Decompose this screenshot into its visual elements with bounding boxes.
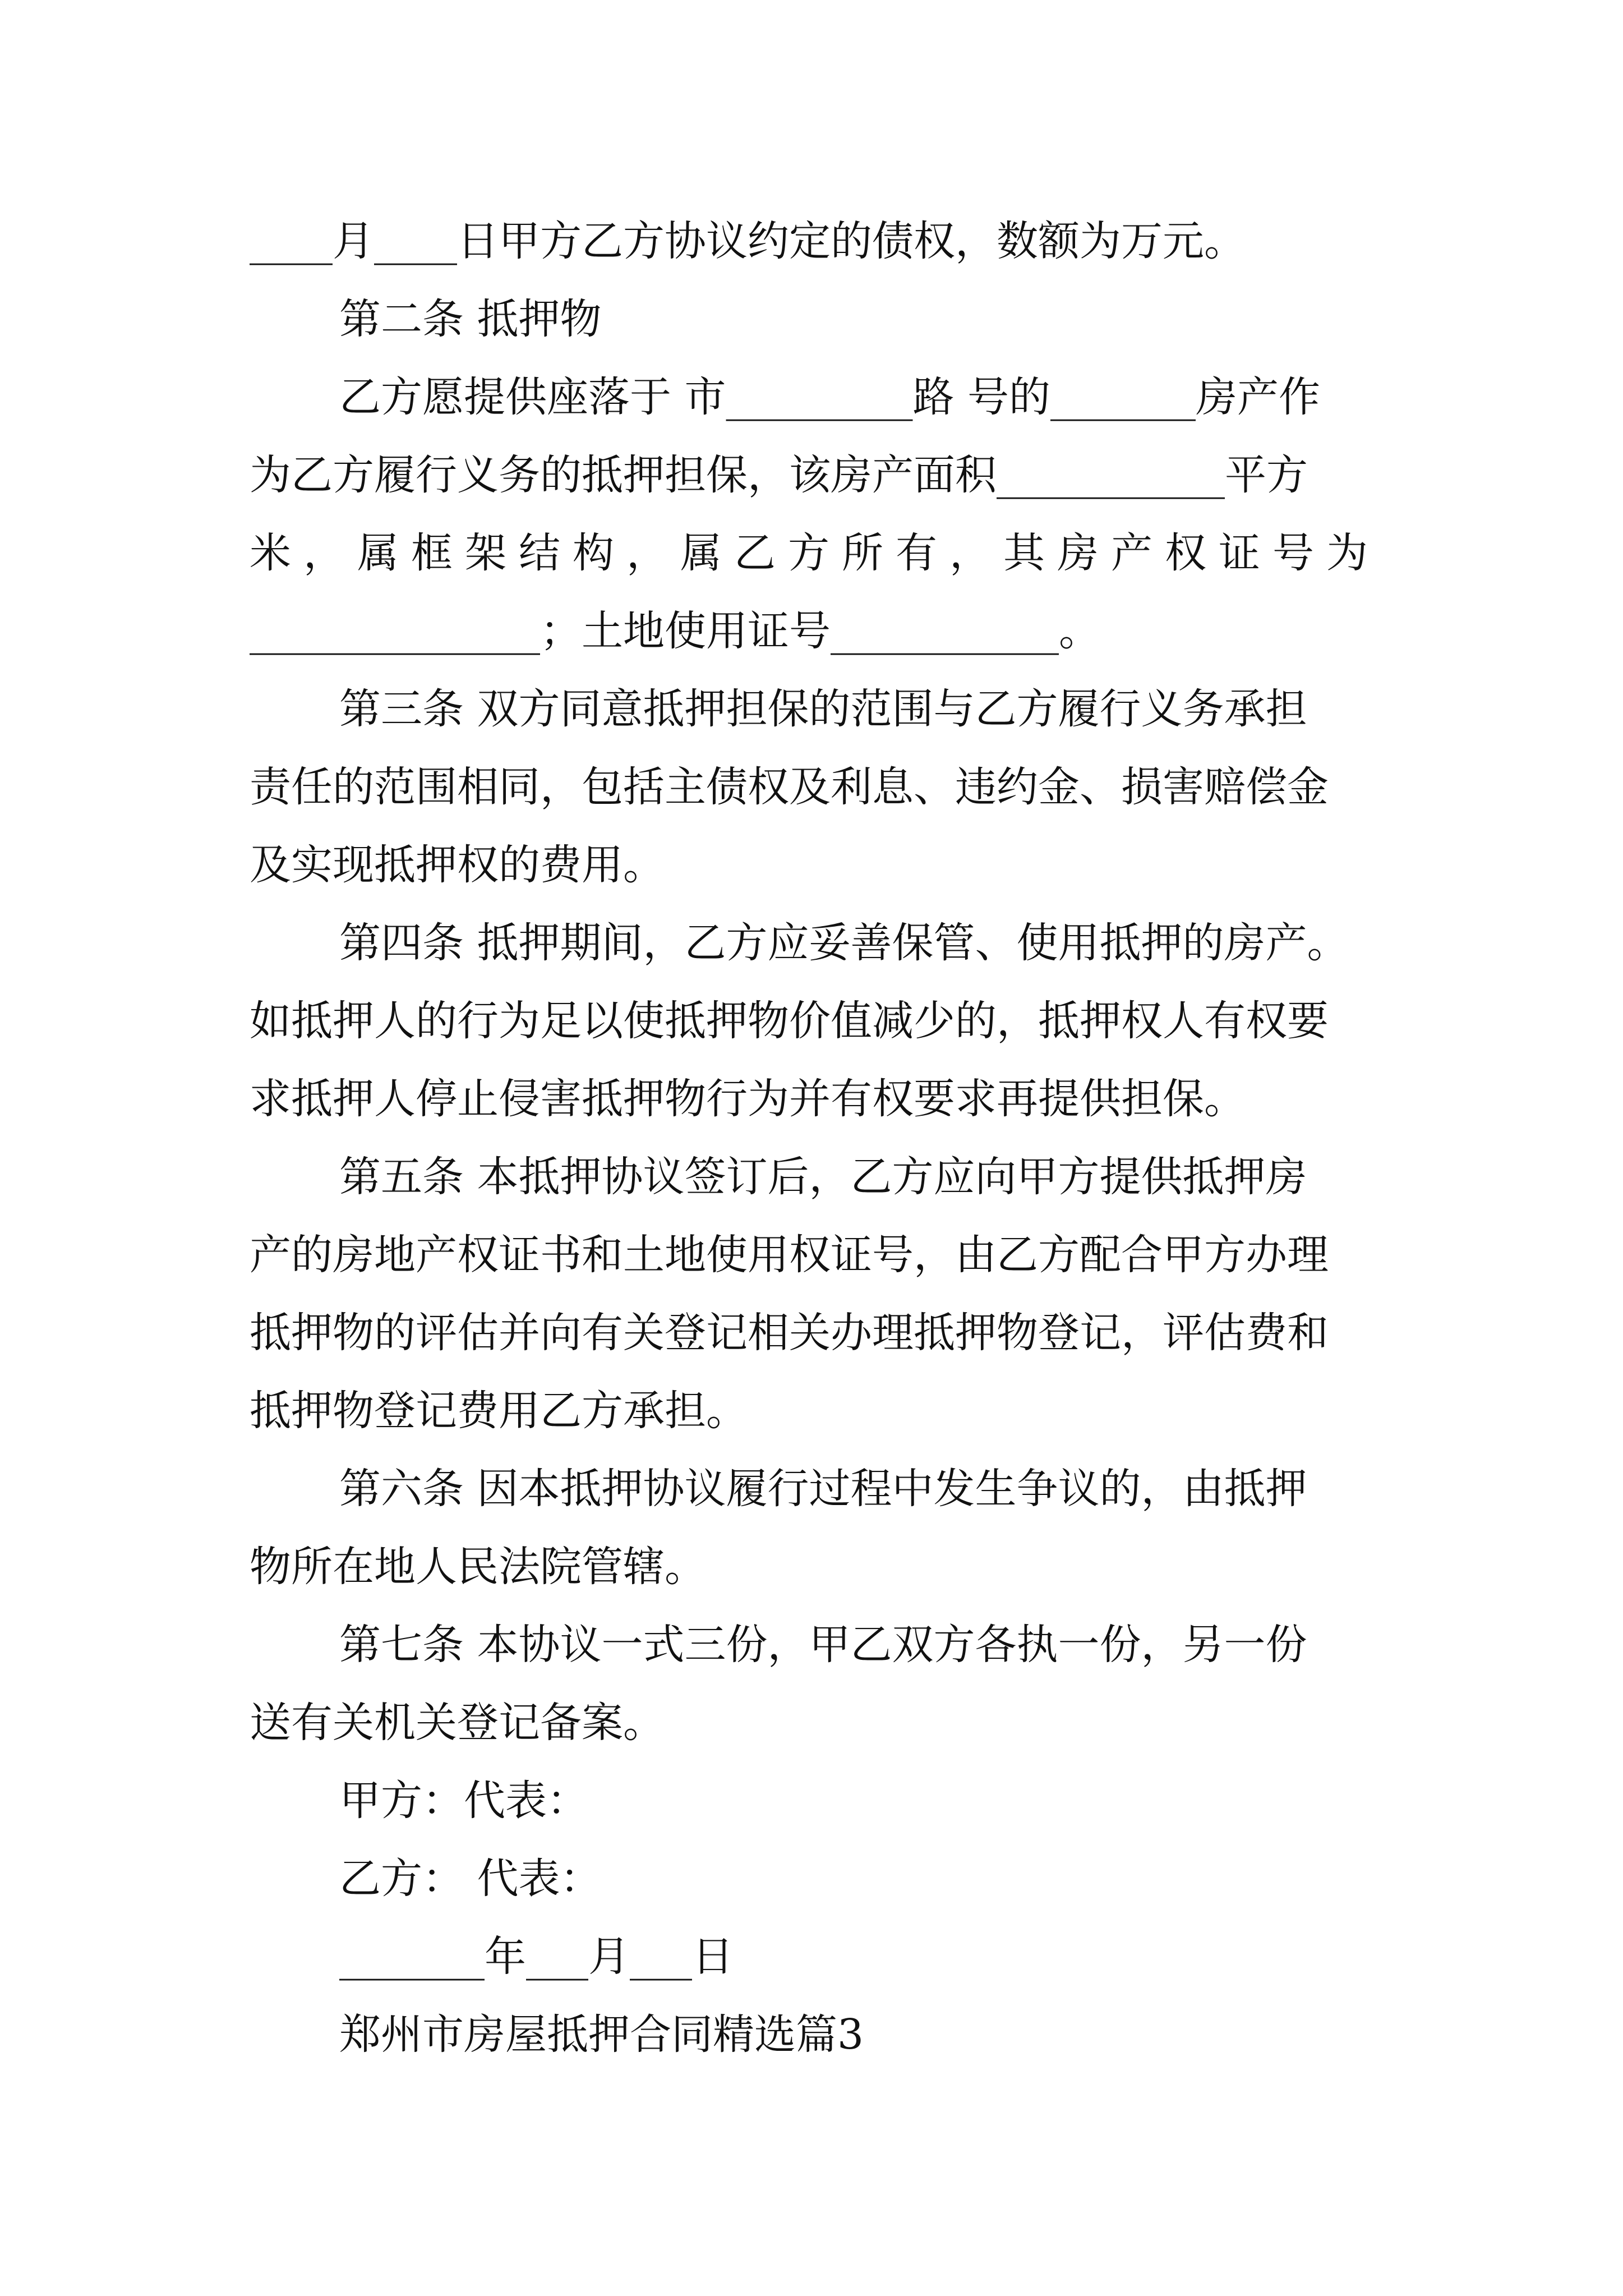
text-line: 第三条 双方同意抵押担保的范围与乙方履行义务承担 (339, 685, 1307, 733)
text-line: 米，属框架结构，属乙方所有，其房产权证号为 (250, 529, 1380, 577)
text-line: 送有关机关登记备案。 (250, 1699, 665, 1747)
article-heading: 第二条 抵押物 (339, 295, 602, 343)
text-line: 第五条 本抵押协议签订后，乙方应向甲方提供抵押房 (339, 1153, 1307, 1201)
text-line: 及实现抵押权的费用。 (250, 841, 665, 889)
date-line: _______年___月___日 (339, 1932, 734, 1981)
text-line: 抵押物登记费用乙方承担。 (250, 1387, 748, 1435)
text-line: 如抵押人的行为足以使抵押物价值减少的，抵押权人有权要 (250, 997, 1329, 1045)
text-line: 求抵押人停止侵害抵押物行为并有权要求再提供担保。 (250, 1075, 1246, 1123)
text-line: 第四条 抵押期间，乙方应妥善保管、使用抵押的房产。 (339, 919, 1349, 967)
text-line: 物所在地人民法院管辖。 (250, 1543, 706, 1591)
text-line: 产的房地产权证书和土地使用权证号，由乙方配合甲方办理 (250, 1231, 1329, 1279)
text-line: ____月____日甲方乙方协议约定的债权，数额为万元。 (250, 217, 1246, 265)
text-line: 乙方愿提供座落于 市_________路 号的_______房产作 (339, 373, 1321, 421)
text-line: 为乙方履行义务的抵押担保，该房产面积___________平方 (250, 451, 1308, 499)
text-line: 第七条 本协议一式三份，甲乙双方各执一份，另一份 (339, 1621, 1307, 1669)
text-line: 抵押物的评估并向有关登记相关办理抵押物登记，评估费和 (250, 1309, 1329, 1357)
text-line: 责任的范围相同，包括主债权及利息、违约金、损害赔偿金 (250, 763, 1329, 811)
text-line: ______________；土地使用证号___________。 (250, 607, 1100, 655)
text-line: 第六条 因本抵押协议履行过程中发生争议的，由抵押 (339, 1465, 1307, 1513)
party-a-signature-line: 甲方：代表： (339, 1777, 588, 1825)
section-title: 郑州市房屋抵押合同精选篇3 (339, 2010, 864, 2059)
party-b-signature-line: 乙方： 代表： (339, 1855, 602, 1903)
